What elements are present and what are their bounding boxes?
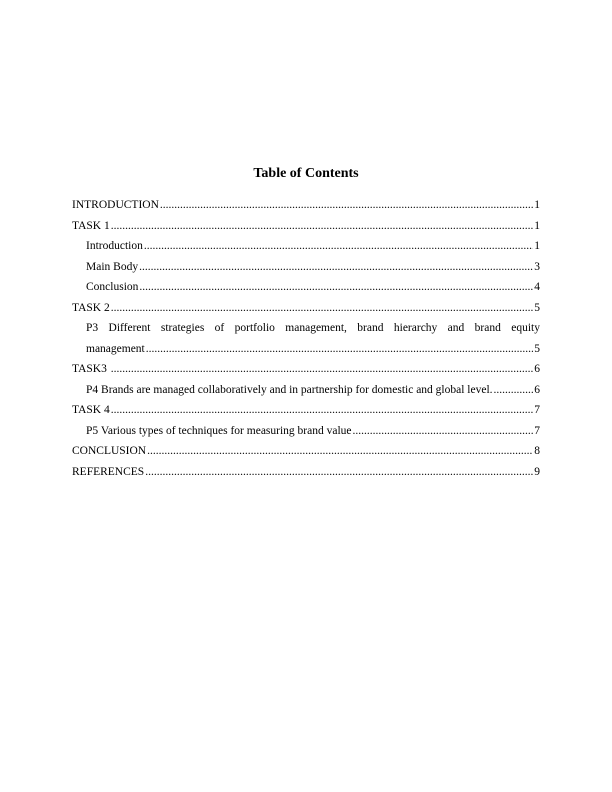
toc-entry-label: TASK3 <box>72 363 110 375</box>
toc-entry-label: Main Body <box>86 260 139 273</box>
toc-entry-label-line-1: P3 Different strategies of portfolio management, brand hierarchy and brand equity <box>86 322 540 334</box>
dot-leader <box>111 359 534 380</box>
toc-entry-task-1-introduction[interactable] <box>72 236 540 257</box>
toc-entry-p5[interactable] <box>72 421 540 442</box>
dot-leader <box>144 236 533 257</box>
toc-list <box>72 195 540 482</box>
toc-entry-label: P4 Brands are managed collaboratively and in partnership for domestic and global level. <box>86 383 493 396</box>
toc-entry-conclusion[interactable] <box>72 441 540 462</box>
toc-entry-page-number: 8 <box>534 445 540 457</box>
toc-entry-introduction[interactable] <box>72 195 540 216</box>
toc-entry-label: P5 Various types of techniques for measuring brand value <box>86 424 352 437</box>
dot-leader <box>146 339 533 360</box>
toc-entry-main-body[interactable] <box>72 257 540 278</box>
toc-entry-page-number: 6 <box>534 363 540 375</box>
toc-entry-page-number: 7 <box>534 404 540 416</box>
toc-entry-label: TASK 4 <box>72 404 110 416</box>
toc-entry-label-line-2: management <box>86 342 145 355</box>
toc-entry-label: CONCLUSION <box>72 445 147 457</box>
toc-entry-label: Conclusion <box>86 281 139 293</box>
dot-leader <box>147 441 533 462</box>
toc-entry-page-number: 1 <box>534 219 540 232</box>
toc-entry-p3[interactable] <box>72 318 540 359</box>
toc-entry-task-1[interactable] <box>72 216 540 237</box>
dot-leader <box>353 421 534 442</box>
dot-leader <box>139 277 533 298</box>
dot-leader <box>145 462 533 483</box>
toc-entry-label: INTRODUCTION <box>72 199 159 211</box>
dot-leader <box>111 298 534 319</box>
toc-entry-page-number: 1 <box>534 199 540 211</box>
toc-title: Table of Contents <box>253 166 359 181</box>
toc-entry-page-number: 1 <box>534 240 540 252</box>
toc-entry-page-number: 7 <box>534 424 540 437</box>
toc-entry-task-2[interactable] <box>72 298 540 319</box>
toc-entry-label: TASK 1 <box>72 219 110 232</box>
toc-entry-page-number: 6 <box>534 383 540 396</box>
toc-entry-task-1-conclusion[interactable] <box>72 277 540 298</box>
toc-entry-task-3[interactable] <box>72 359 540 380</box>
toc-entry-label: REFERENCES <box>72 465 145 478</box>
toc-entry-label: TASK 2 <box>72 301 110 314</box>
toc-entry-page-number: 5 <box>534 301 540 314</box>
toc-entry-task-4[interactable] <box>72 400 540 421</box>
dot-leader <box>494 380 534 401</box>
toc-entry-page-number: 3 <box>534 260 540 273</box>
toc-entry-line-2 <box>86 339 540 360</box>
toc-entry-label: Introduction <box>86 240 143 252</box>
toc-entry-page-number: 9 <box>534 465 540 478</box>
toc-entry-references[interactable] <box>72 462 540 483</box>
toc-entry-page-number: 5 <box>534 342 540 355</box>
dot-leader <box>111 216 534 237</box>
dot-leader <box>160 195 533 216</box>
dot-leader <box>111 400 534 421</box>
toc-entry-p4[interactable] <box>72 380 540 401</box>
dot-leader <box>139 257 533 278</box>
toc-entry-page-number: 4 <box>534 281 540 293</box>
